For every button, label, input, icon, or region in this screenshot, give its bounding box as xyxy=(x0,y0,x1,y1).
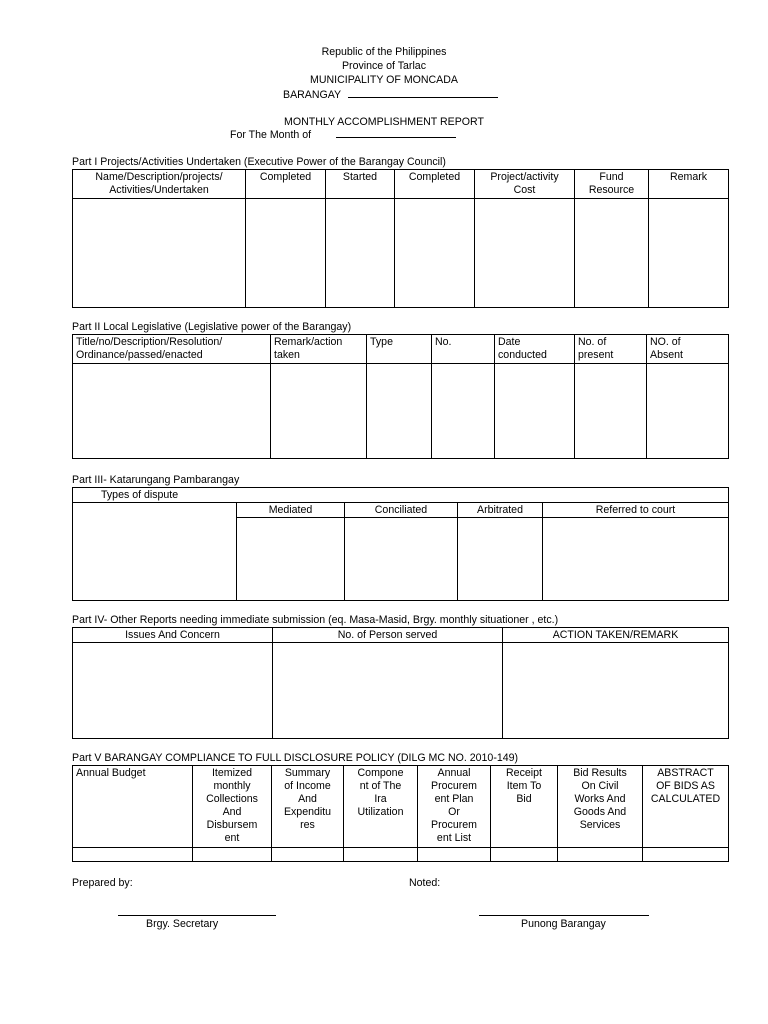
part3-col-arbitrated: Arbitrated xyxy=(458,503,543,518)
part5-col-abstract: ABSTRACT OF BIDS AS CALCULATED xyxy=(643,766,729,848)
part4-title: Part IV- Other Reports needing immediate submission (eq. Masa-Masid, Brgy. monthly situationer , etc.) xyxy=(72,614,559,626)
part3-cell[interactable] xyxy=(543,518,729,601)
part4-col-action: ACTION TAKEN/REMARK xyxy=(503,628,729,643)
part5-cell[interactable] xyxy=(193,848,272,862)
part2-cell[interactable] xyxy=(73,364,271,459)
part4-header-row xyxy=(73,628,729,643)
part1-col-cost: Project/activity Cost xyxy=(475,170,575,199)
part1-cell[interactable] xyxy=(575,199,649,308)
part3-col-referred: Referred to court xyxy=(543,503,729,518)
part1-table xyxy=(72,169,729,308)
part1-col-fund: Fund Resource xyxy=(575,170,649,199)
part3-types-cell[interactable] xyxy=(73,503,237,601)
part1-col-completed-2: Completed xyxy=(395,170,475,199)
part2-cell[interactable] xyxy=(575,364,647,459)
part2-col-no: No. xyxy=(432,335,495,364)
month-blank[interactable] xyxy=(336,128,456,138)
municipality-line: MUNICIPALITY OF MONCADA xyxy=(310,74,458,86)
part2-col-absent: NO. of Absent xyxy=(647,335,729,364)
part5-title: Part V BARANGAY COMPLIANCE TO FULL DISCLOSURE POLICY (DILG MC NO. 2010-149) xyxy=(72,752,519,764)
part5-col-itemized: Itemized monthly Collections And Disbursem ent xyxy=(193,766,272,848)
part3-cell[interactable] xyxy=(237,518,345,601)
part1-title: Part I Projects/Activities Undertaken (Executive Power of the Barangay Council) xyxy=(72,156,446,168)
part3-cell[interactable] xyxy=(345,518,458,601)
part4-col-persons: No. of Person served xyxy=(273,628,503,643)
secretary-label: Brgy. Secretary xyxy=(146,918,219,930)
part2-header-row xyxy=(73,335,729,364)
part5-table xyxy=(72,765,729,862)
part3-col-conciliated: Conciliated xyxy=(345,503,458,518)
part1-cell[interactable] xyxy=(326,199,395,308)
part2-cell[interactable] xyxy=(432,364,495,459)
part5-cell[interactable] xyxy=(73,848,193,862)
part4-cell[interactable] xyxy=(273,643,503,739)
part1-col-name: Name/Description/projects/ Activities/Undertaken xyxy=(73,170,246,199)
part4-cell[interactable] xyxy=(503,643,729,739)
part2-entry-row xyxy=(73,364,729,459)
punong-label: Punong Barangay xyxy=(521,918,606,930)
barangay-field[interactable] xyxy=(283,88,498,101)
barangay-label: BARANGAY xyxy=(283,89,341,101)
part2-title: Part II Local Legislative (Legislative power of the Barangay) xyxy=(72,321,352,333)
part4-col-issues: Issues And Concern xyxy=(73,628,273,643)
part3-cell[interactable] xyxy=(458,518,543,601)
prepared-by-label: Prepared by: xyxy=(72,877,133,889)
part2-col-date: Date conducted xyxy=(495,335,575,364)
part5-cell[interactable] xyxy=(344,848,418,862)
noted-label: Noted: xyxy=(409,877,441,889)
report-title: MONTHLY ACCOMPLISHMENT REPORT xyxy=(284,116,484,128)
part5-col-receipt: Receipt Item To Bid xyxy=(491,766,558,848)
part3-types-row xyxy=(73,488,729,503)
part1-cell[interactable] xyxy=(246,199,326,308)
part1-col-completed: Completed xyxy=(246,170,326,199)
barangay-blank[interactable] xyxy=(348,88,498,98)
part5-cell[interactable] xyxy=(558,848,643,862)
part2-cell[interactable] xyxy=(495,364,575,459)
part3-header-row xyxy=(73,503,729,518)
part5-col-component: Compone nt of The Ira Utilization xyxy=(344,766,418,848)
part5-entry-row xyxy=(73,848,729,862)
part1-entry-row xyxy=(73,199,729,308)
part1-cell[interactable] xyxy=(73,199,246,308)
part2-cell[interactable] xyxy=(271,364,367,459)
part1-cell[interactable] xyxy=(649,199,729,308)
month-label: For The Month of xyxy=(230,129,312,141)
part5-header-row xyxy=(73,766,729,848)
part1-cell[interactable] xyxy=(395,199,475,308)
part4-entry-row xyxy=(73,643,729,739)
part4-cell[interactable] xyxy=(73,643,273,739)
part5-col-budget: Annual Budget xyxy=(73,766,193,848)
part4-table xyxy=(72,627,729,739)
part3-table xyxy=(72,487,729,601)
part1-header-row xyxy=(73,170,729,199)
part1-cell[interactable] xyxy=(475,199,575,308)
part5-col-procurement: Annual Procurem ent Plan Or Procurem ent List xyxy=(418,766,491,848)
part2-cell[interactable] xyxy=(367,364,432,459)
part3-title: Part III- Katarungang Pambarangay xyxy=(72,474,240,486)
part2-col-present: No. of present xyxy=(575,335,647,364)
part1-col-remark: Remark xyxy=(649,170,729,199)
part5-cell[interactable] xyxy=(272,848,344,862)
part2-col-title: Title/no/Description/Resolution/ Ordinance/passed/enacted xyxy=(73,335,271,364)
part2-cell[interactable] xyxy=(647,364,729,459)
part3-types-label: Types of dispute xyxy=(73,488,729,503)
secretary-signature-line[interactable] xyxy=(118,915,276,916)
part2-table xyxy=(72,334,729,459)
part2-col-type: Type xyxy=(367,335,432,364)
part1-col-started: Started xyxy=(326,170,395,199)
part2-col-remark: Remark/action taken xyxy=(271,335,367,364)
part5-col-bid-results: Bid Results On Civil Works And Goods And Services xyxy=(558,766,643,848)
republic-line: Republic of the Philippines xyxy=(321,46,447,58)
month-field[interactable] xyxy=(230,128,456,141)
part5-col-summary: Summary of Income And Expenditu res xyxy=(272,766,344,848)
part3-col-mediated: Mediated xyxy=(237,503,345,518)
part5-cell[interactable] xyxy=(491,848,558,862)
part5-cell[interactable] xyxy=(418,848,491,862)
punong-signature-line[interactable] xyxy=(479,915,649,916)
part5-cell[interactable] xyxy=(643,848,729,862)
province-line: Province of Tarlac xyxy=(341,60,426,72)
